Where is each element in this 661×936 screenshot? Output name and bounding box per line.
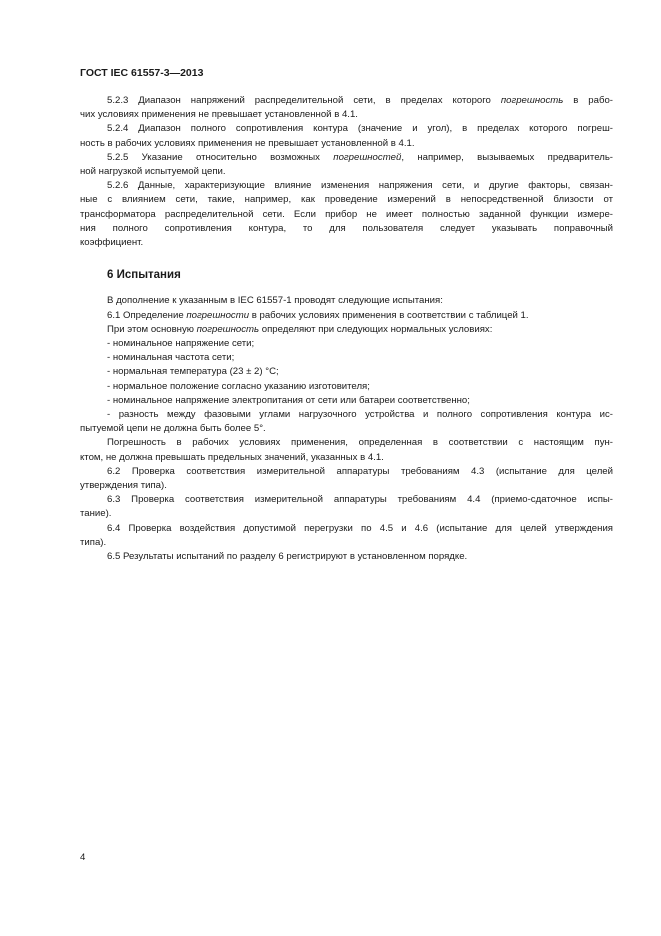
- clause-6-2: 6.2 Проверка соответствия измерительной аппаратуры требованиям 4.3 (испытание для целей: [107, 465, 613, 477]
- page-number: 4: [80, 852, 86, 863]
- clause-6-4-cont: типа).: [80, 536, 107, 548]
- clause-6-2-cont: утверждения типа).: [80, 480, 167, 492]
- clause-5-2-6-line4: ния полного сопротивления контура, то для пользователя следует указывать поправочный: [80, 222, 613, 234]
- clause-5-2-6-line2: ные с влиянием сети, такие, например, как проведение измерений в непосредственной близости от: [80, 194, 613, 206]
- clause-6-1: 6.1 Определение погрешности в рабочих условиях применения в соответствии с таблицей 1.: [107, 309, 529, 321]
- list-item: - номинальное напряжение электропитания от сети или батареи соответственно;: [107, 394, 470, 406]
- section-title: 6 Испытания: [107, 269, 181, 282]
- clause-5-2-4: 5.2.4 Диапазон полного сопротивления контура (значение и угол), в пределах которого погреш-: [107, 123, 613, 135]
- clause-5-2-6: 5.2.6 Данные, характеризующие влияние изменения напряжения сети, и другие факторы, связан-: [107, 180, 613, 192]
- operating-error-note: Погрешность в рабочих условиях применения, определенная в соответствии с настоящим пун-: [107, 437, 613, 449]
- basic-error-conditions: При этом основную погрешность определяют при следующих нормальных условиях:: [107, 323, 493, 335]
- list-item-phase: - разность между фазовыми углами нагрузочного устройства и полного сопротивления контура ис-: [107, 409, 613, 421]
- clause-5-2-4-cont: ность в рабочих условиях применения не превышает установленной в 4.1.: [80, 137, 415, 149]
- tests-intro: В дополнение к указанным в IEC 61557-1 проводят следующие испытания:: [107, 295, 443, 307]
- clause-6-4: 6.4 Проверка воздействия допустимой перегрузки по 4.5 и 4.6 (испытание для целей утверждения: [107, 522, 613, 534]
- operating-error-note-cont: ктом, не должна превышать предельных значений, указанных в 4.1.: [80, 451, 384, 463]
- clause-5-2-5-cont: ной нагрузкой испытуемой цепи.: [80, 166, 226, 178]
- list-item: - нормальная температура (23 ± 2) °С;: [107, 366, 279, 378]
- list-item-phase-cont: пытуемой цепи не должна быть более 5°.: [80, 423, 266, 435]
- clause-5-2-3: 5.2.3 Диапазон напряжений распределительной сети, в пределах которого погрешность в рабо-: [107, 95, 613, 106]
- clause-5-2-3-cont: чих условиях применения не превышает установленной в 4.1.: [80, 109, 358, 121]
- document-header: ГОСТ IEC 61557-3—2013: [80, 67, 204, 79]
- list-item: - нормальное положение согласно указанию изготовителя;: [107, 380, 370, 392]
- clause-5-2-5: 5.2.5 Указание относительно возможных погрешностей, например, вызываемых предваритель-: [107, 151, 614, 163]
- clause-5-2-6-line5: коэффициент.: [80, 237, 144, 249]
- clause-6-3: 6.3 Проверка соответствия измерительной аппаратуры требованиям 4.4 (приемо-сдаточное испы-: [107, 494, 613, 506]
- clause-6-3-cont: тание).: [80, 508, 112, 520]
- clause-6-5: 6.5 Результаты испытаний по разделу 6 регистрируют в установленном порядке.: [107, 551, 468, 563]
- list-item: - номинальное напряжение сети;: [107, 338, 255, 350]
- page-content: [80, 94, 613, 564]
- list-item: - номинальная частота сети;: [107, 352, 235, 364]
- clause-5-2-6-line3: трансформатора распределительной сети. Если прибор не имеет полностью заданной функции измере-: [80, 208, 613, 220]
